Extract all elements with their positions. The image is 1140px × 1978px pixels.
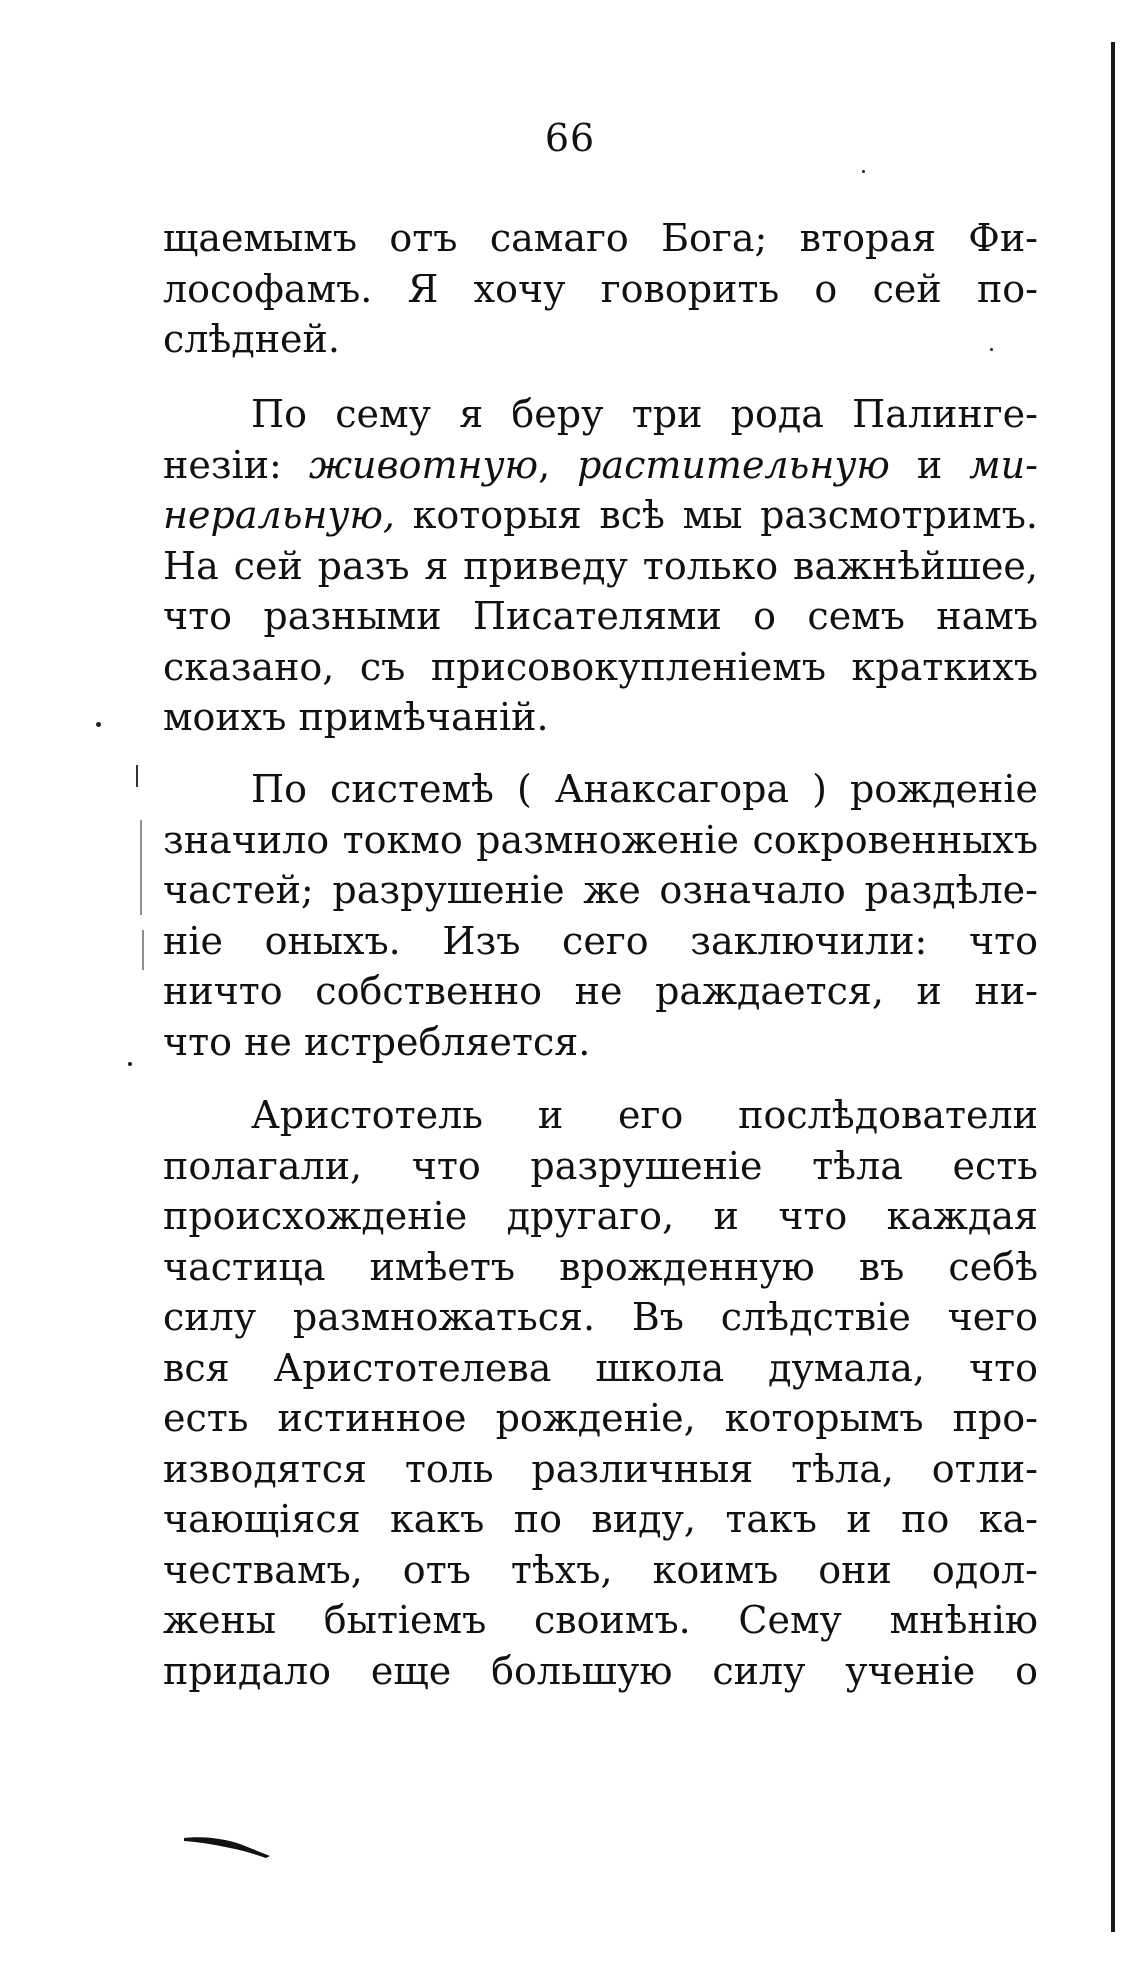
text-line [163, 1191, 1038, 1242]
text-line [163, 591, 1038, 642]
text-segment: изводятся толь различныя тѣла, отли- [163, 1446, 1038, 1491]
text-segment: сказано, съ присовокупленіемъ краткихъ [163, 644, 1038, 689]
scan-speck [128, 1062, 132, 1066]
text-line [163, 213, 1038, 264]
text-segment: придало еще большую силу ученіе о [163, 1648, 1038, 1693]
text-segment: частей; разрушеніе же означало раздѣле- [163, 868, 1038, 912]
text-line [163, 1343, 1038, 1394]
paragraph-3 [163, 764, 1038, 1067]
margin-mark [136, 765, 138, 787]
text-segment: что не истребляется. [163, 1019, 591, 1064]
text-segment: что разными Писателями о семъ намъ [163, 594, 1038, 638]
text-line [163, 642, 1038, 693]
text-segment: ничто собственно не раждается, и ни- [163, 969, 1038, 1013]
text-line [163, 490, 1038, 541]
text-segment: слѣдней. [163, 317, 340, 361]
text-segment: На сей разъ я приведу только важнѣйшее, [163, 543, 1038, 588]
text-line [163, 1494, 1038, 1545]
text-segment: вся Аристотелева школа думала, что [163, 1345, 1038, 1390]
scan-speck [862, 170, 865, 173]
text-line [163, 440, 1038, 491]
text-line [163, 865, 1038, 916]
text-line [163, 916, 1038, 967]
text-line [163, 1393, 1038, 1444]
page-number: 66 [544, 116, 596, 160]
text-segment: происхожденіе другаго, и что каждая [163, 1194, 1038, 1238]
paragraph-1 [163, 213, 1038, 365]
paragraph-2 [163, 389, 1038, 743]
page-edge-rule [1111, 42, 1115, 1932]
text-line [163, 314, 1038, 365]
text-segment: щаемымъ отъ самаго Бога; вторая Фи- [163, 216, 1038, 260]
text-segment: моихъ примѣчаній. [163, 695, 549, 739]
text-segment: значило токмо размноженіе сокровенныхъ [163, 817, 1038, 862]
text-segment: полагали, что разрушеніе тѣла есть [163, 1143, 1038, 1188]
text-segment: жены бытіемъ своимъ. Сему мнѣнію [163, 1598, 1038, 1642]
text-segment: и [889, 442, 970, 487]
scan-speck [96, 722, 101, 727]
text-line [163, 966, 1038, 1017]
text-segment: ніе оныхъ. Изъ сего заключили: что [163, 918, 1038, 963]
scan-speck [990, 348, 993, 351]
text-line [163, 541, 1038, 592]
text-segment: чающіяся какъ по виду, такъ и по ка- [163, 1497, 1038, 1541]
ink-smudge [182, 1832, 272, 1858]
text-segment: , [538, 442, 578, 487]
italic-term: ми- [969, 442, 1038, 487]
text-line [163, 1545, 1038, 1596]
text-line [163, 1242, 1038, 1293]
text-line [163, 1292, 1038, 1343]
text-segment: По системѣ ( Анаксагора ) рожденіе [251, 767, 1038, 811]
text-segment: частица имѣетъ врожденную въ себѣ [163, 1244, 1038, 1289]
italic-term: животную [308, 442, 539, 487]
text-line [163, 1141, 1038, 1192]
text-line [163, 692, 1038, 743]
text-segment: лософамъ. Я хочу говорить о сей по- [163, 266, 1038, 311]
text-segment: которыя всѣ мы разсмотримъ. [395, 493, 1038, 537]
text-line [163, 264, 1038, 315]
text-segment: незіи: [163, 442, 309, 487]
margin-mark [140, 820, 142, 915]
text-line [163, 764, 1038, 815]
text-line [163, 815, 1038, 866]
margin-mark [142, 930, 144, 970]
italic-term: неральную, [163, 493, 395, 537]
text-segment: есть истинное рожденіе, которымъ про- [163, 1396, 1038, 1440]
text-line [163, 1017, 1038, 1068]
text-segment: По сему я беру три рода Палинге- [251, 392, 1038, 436]
paragraph-4 [163, 1090, 1038, 1696]
text-segment: силу размножаться. Въ слѣдствіе чего [163, 1295, 1038, 1339]
text-segment: чествамъ, отъ тѣхъ, коимъ они одол- [163, 1547, 1038, 1592]
text-line [163, 389, 1038, 440]
text-line [163, 1444, 1038, 1495]
text-line [163, 1646, 1038, 1697]
text-segment: Аристотель и его послѣдователи [251, 1093, 1038, 1137]
italic-term: растительную [577, 442, 890, 487]
text-line [163, 1090, 1038, 1141]
text-line [163, 1595, 1038, 1646]
